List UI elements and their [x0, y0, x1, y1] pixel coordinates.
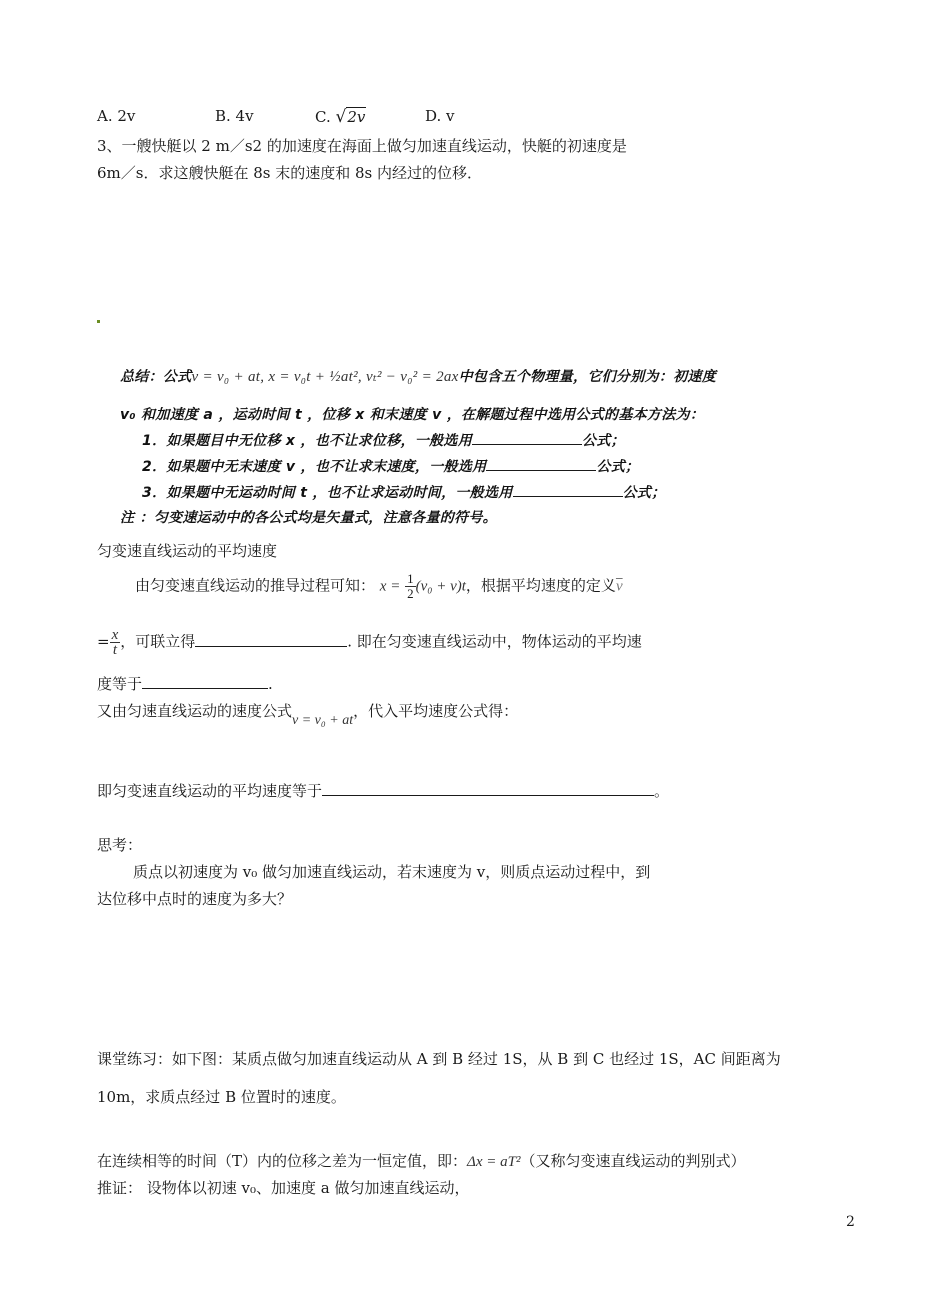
think-line2: 达位移中点时的速度为多大？ [97, 890, 293, 908]
stray-mark [97, 320, 100, 323]
v-bar: $\overline{v}$ [615, 578, 623, 595]
page-number: 2 [846, 1214, 855, 1230]
avg-velocity-line5: 即匀变速直线运动的平均速度等于 。 [97, 782, 670, 800]
summary-formula: v = v₀ + at, x = v₀t + ½at², vₜ² − v₀² = 2ax [191, 369, 459, 385]
displacement-line2: 推证： 设物体以初速 v₀、加速度 a 做匀加速直线运动， [97, 1179, 470, 1197]
summary-item2: 2．如果题中无末速度 v ，也不让求末速度，一般选用 公式； [142, 459, 640, 475]
delta-formula: Δx = aT² [467, 1154, 521, 1170]
fraction-x-over-t: $\frac{x}{t}$ [111, 627, 119, 658]
answer-blank-1[interactable] [195, 632, 347, 647]
option-c: C. √2v [315, 107, 366, 127]
exercise-line1: 课堂练习：如下图：某质点做匀加速直线运动从 A 到 B 经过 1S，从 B 到 C 也经过 1S，AC 间距离为 [97, 1050, 781, 1068]
think-line1: 质点以初速度为 v₀ 做匀加速直线运动，若末速度为 v，则质点运动过程中，到 [133, 863, 651, 881]
option-a: A. 2v [97, 107, 136, 125]
option-b: B. 4v [215, 107, 254, 125]
avg-velocity-heading: 匀变速直线运动的平均速度 [97, 542, 278, 560]
think-heading: 思考： [97, 836, 143, 854]
summary-item1: 1．如果题目中无位移 x ，也不让求位移，一般选用 公式； [142, 433, 625, 449]
problem3-line1: 3、一艘快艇以 2 m／s2 的加速度在海面上做匀加速直线运动，快艇的初速度是 [97, 137, 627, 155]
summary-line1: 总结：公式v = v₀ + at, x = v₀t + ½at², vₜ² − v₀² = 2ax中包含五个物理量，它们分别为：初速度 [120, 369, 717, 385]
fraction-half: $\frac{1}{2}$ [407, 571, 414, 601]
sqrt-expression: √2v [335, 107, 366, 127]
exercise-line2: 10m，求质点经过 B 位置时的速度。 [97, 1088, 346, 1106]
option-d: D. v [425, 107, 455, 125]
summary-line2: v₀ 和加速度 a ，运动时间 t ，位移 x 和末速度 v ，在解题过程中选用公式的基本方法为： [120, 407, 705, 423]
velocity-formula: v = v₀ + at [292, 713, 354, 728]
problem3-line2: 6m／s．求这艘快艇在 8s 末的速度和 8s 内经过的位移． [97, 164, 483, 182]
displacement-line1: 在连续相等的时间（T）内的位移之差为一恒定值，即：Δx = aT²（又称匀变速直线运动的判别式） [97, 1152, 746, 1170]
answer-blank-2[interactable] [142, 674, 268, 689]
avg-velocity-line2: = $\frac{x}{t}$ ，可联立得 . 即在匀变速直线运动中，物体运动的平均速 [97, 627, 642, 658]
avg-velocity-line3: 度等于 . [97, 675, 273, 693]
avg-velocity-line4: 又由匀速直线运动的速度公式v = v₀ + at，代入平均速度公式得： [97, 702, 519, 728]
summary-item3: 3．如果题中无运动时间 t ，也不让求运动时间，一般选用 公式； [142, 485, 666, 501]
summary-note: 注 ：匀变速运动中的各公式均是矢量式，注意各量的符号。 [120, 510, 497, 526]
avg-velocity-line1: 由匀变速直线运动的推导过程可知： x = $\frac{1}{2}$ (v₀ + v)t，根据平均速度的定义$\overline{v}$ [135, 571, 623, 601]
answer-blank-3[interactable] [322, 781, 654, 796]
